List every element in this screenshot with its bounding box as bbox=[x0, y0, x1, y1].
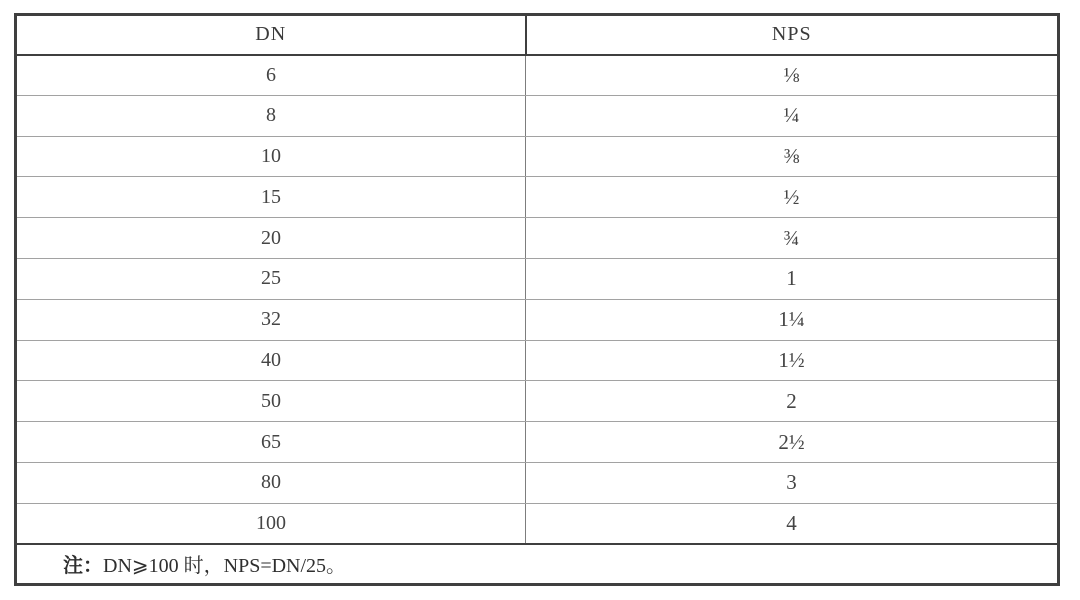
table-row bbox=[16, 340, 1059, 381]
nps-cell: ¾ bbox=[526, 218, 1059, 259]
table-row bbox=[16, 299, 1059, 340]
dn-cell: 65 bbox=[16, 422, 526, 463]
nps-cell: 2 bbox=[526, 381, 1059, 422]
table-row bbox=[16, 55, 1059, 96]
nps-cell: ½ bbox=[526, 177, 1059, 218]
dn-cell: 25 bbox=[16, 258, 526, 299]
note-label: 注： bbox=[63, 555, 103, 578]
nps-cell: 4 bbox=[526, 503, 1059, 544]
dn-cell: 20 bbox=[16, 218, 526, 259]
note-text: DN⩾100 时，NPS=DN/25。 bbox=[103, 555, 347, 578]
nps-cell: 2½ bbox=[526, 422, 1059, 463]
table-note bbox=[16, 544, 1059, 584]
header-row bbox=[16, 15, 1059, 55]
nps-cell: ⅛ bbox=[526, 55, 1059, 96]
dn-cell: 80 bbox=[16, 462, 526, 503]
dn-cell: 32 bbox=[16, 299, 526, 340]
dn-cell: 8 bbox=[16, 95, 526, 136]
table-row bbox=[16, 218, 1059, 259]
dn-cell: 6 bbox=[16, 55, 526, 96]
table-row bbox=[16, 462, 1059, 503]
dn-cell: 50 bbox=[16, 381, 526, 422]
table-body bbox=[16, 55, 1059, 545]
nps-cell: ¼ bbox=[526, 95, 1059, 136]
table-row bbox=[16, 177, 1059, 218]
table-row bbox=[16, 258, 1059, 299]
dn-nps-conversion-table bbox=[14, 13, 1060, 586]
table-footer bbox=[16, 544, 1059, 584]
column-header-dn: DN bbox=[16, 15, 526, 55]
dn-cell: 15 bbox=[16, 177, 526, 218]
nps-cell: 3 bbox=[526, 462, 1059, 503]
nps-cell: 1¼ bbox=[526, 299, 1059, 340]
table-row bbox=[16, 422, 1059, 463]
dn-cell: 40 bbox=[16, 340, 526, 381]
dn-cell: 10 bbox=[16, 136, 526, 177]
table-row bbox=[16, 503, 1059, 544]
nps-cell: 1 bbox=[526, 258, 1059, 299]
table-row bbox=[16, 136, 1059, 177]
column-header-nps: NPS bbox=[526, 15, 1059, 55]
table-row bbox=[16, 381, 1059, 422]
dn-cell: 100 bbox=[16, 503, 526, 544]
note-row bbox=[16, 544, 1059, 584]
nps-cell: 1½ bbox=[526, 340, 1059, 381]
table-row bbox=[16, 95, 1059, 136]
table-header bbox=[16, 15, 1059, 55]
nps-cell: ⅜ bbox=[526, 136, 1059, 177]
